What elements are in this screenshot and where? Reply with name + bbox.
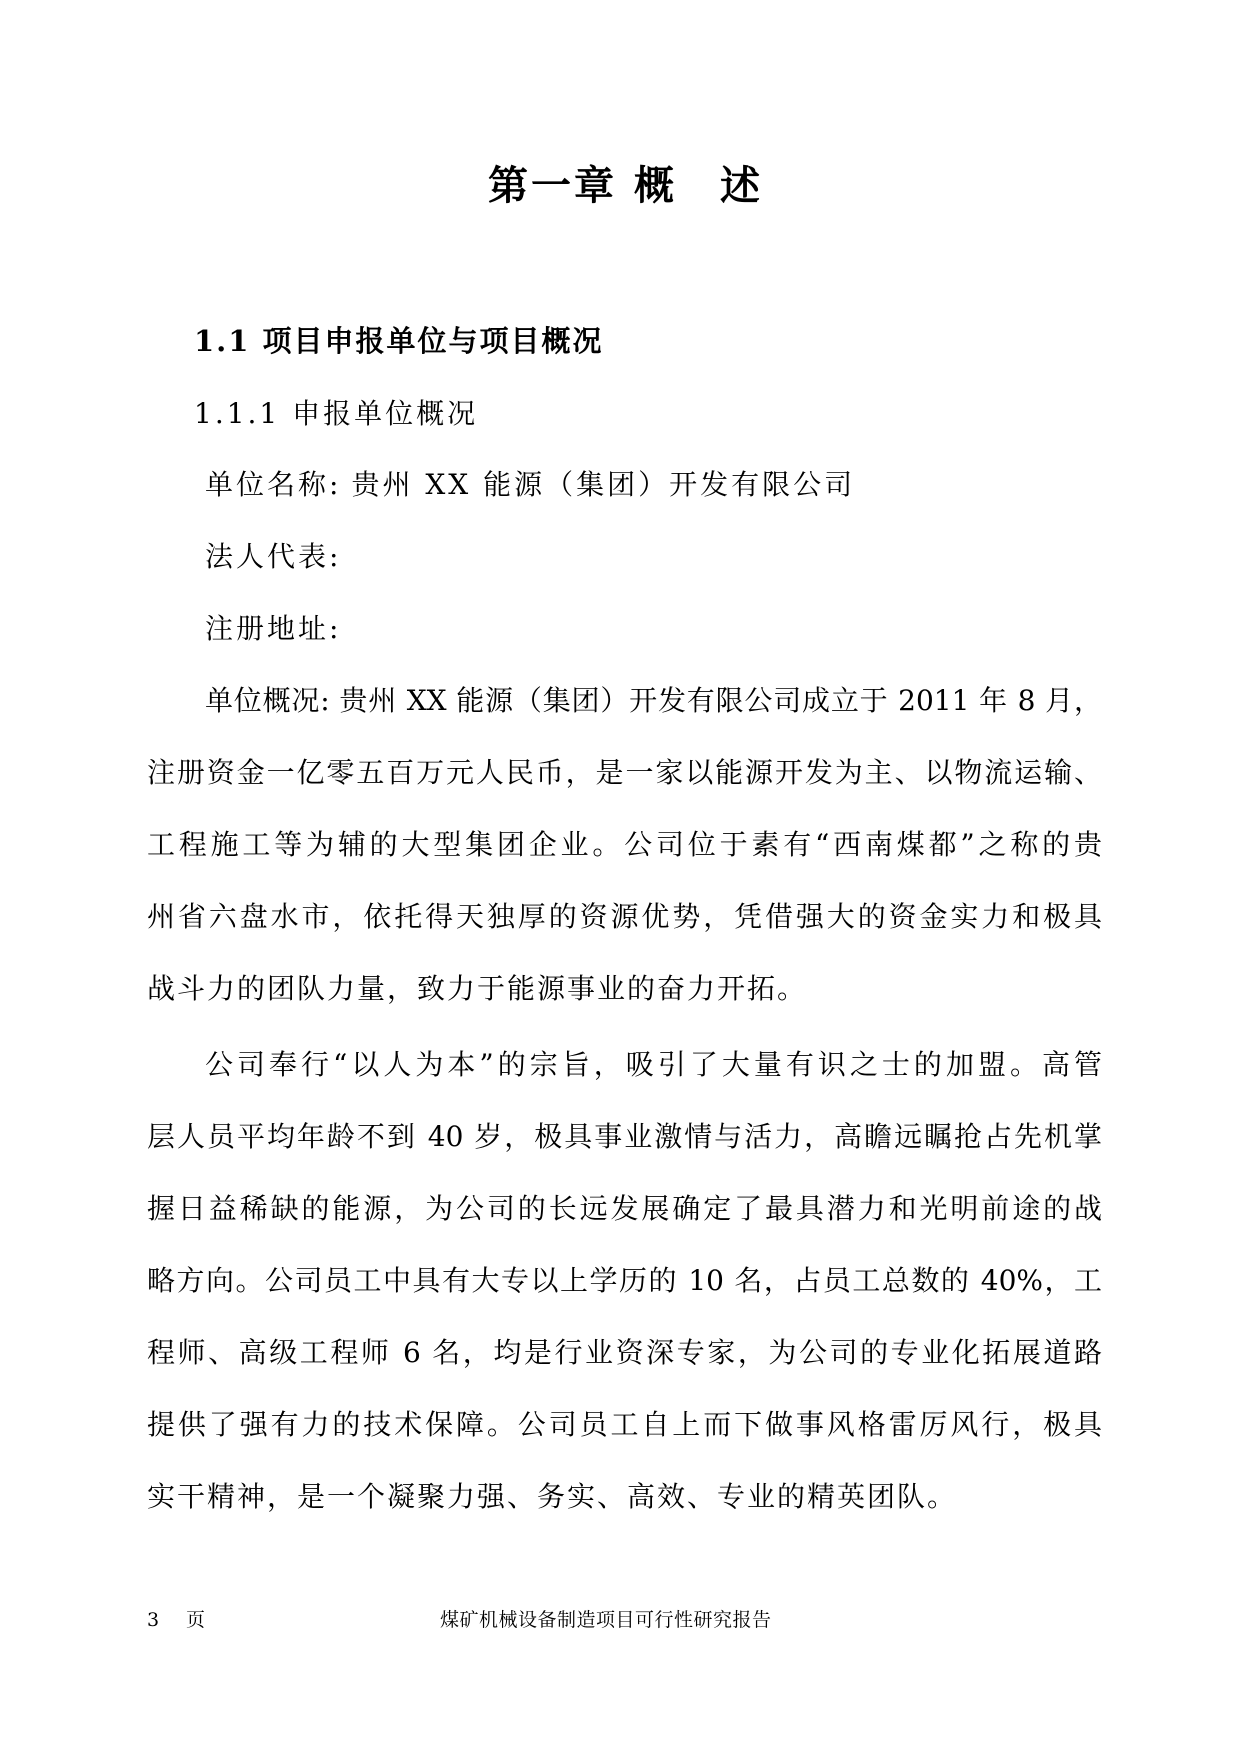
- footer-page-number: 3: [147, 1609, 160, 1631]
- paragraph-line: 公司奉行“以人为本”的宗旨，吸引了大量有识之士的加盟。高管: [205, 1048, 1102, 1081]
- paragraph-line: 单位概况: 贵州 XX 能源（集团）开发有限公司成立于 2011 年 8 月，: [205, 684, 1102, 717]
- paragraph-line: 提供了强有力的技术保障。公司员工自上而下做事风格雷厉风行，极具: [147, 1408, 1102, 1441]
- info-label: 法人代表:: [205, 540, 342, 573]
- info-label: 注册地址:: [205, 612, 342, 645]
- paragraph-line: 握日益稀缺的能源，为公司的长远发展确定了最具潜力和光明前途的战: [147, 1192, 1102, 1225]
- paragraph-line: 实干精神，是一个凝聚力强、务实、高效、专业的精英团队。: [147, 1480, 958, 1513]
- chapter-title: 第一章 概 述: [488, 162, 763, 209]
- footer-page-unit: 页: [186, 1609, 206, 1631]
- info-value: 贵州 XX 能源（集团）开发有限公司: [351, 468, 856, 501]
- info-label: 单位名称:: [205, 468, 342, 501]
- info-row-legal-representative: [205, 521, 341, 593]
- paragraph-line: 州省六盘水市，依托得天独厚的资源优势，凭借强大的资金实力和极具: [147, 900, 1102, 933]
- subsection-heading: 1.1.1 申报单位概况: [194, 397, 479, 430]
- paragraph-line: 程师、高级工程师 6 名，均是行业资深专家，为公司的专业化拓展道路: [147, 1336, 1102, 1369]
- paragraph-company-overview: [147, 665, 1102, 1025]
- section-heading: 1.1 项目申报单位与项目概况: [194, 324, 604, 358]
- paragraph-line: 层人员平均年龄不到 40 岁，极具事业激情与活力，高瞻远瞩抢占先机掌: [147, 1120, 1102, 1153]
- paragraph-line: 注册资金一亿零五百万元人民币，是一家以能源开发为主、以物流运输、: [147, 756, 1102, 789]
- info-row-registered-address: [205, 593, 341, 665]
- paragraph-line: 战斗力的团队力量，致力于能源事业的奋力开拓。: [147, 972, 808, 1005]
- paragraph-line: 略方向。公司员工中具有大专以上学历的 10 名，占员工总数的 40%，工: [147, 1264, 1102, 1297]
- info-row-company-name: [205, 449, 855, 521]
- paragraph-line: 工程施工等为辅的大型集团企业。公司位于素有“西南煤都”之称的贵: [147, 828, 1102, 861]
- footer-report-title: 煤矿机械设备制造项目可行性研究报告: [440, 1609, 772, 1631]
- paragraph-company-team: [147, 1029, 1102, 1533]
